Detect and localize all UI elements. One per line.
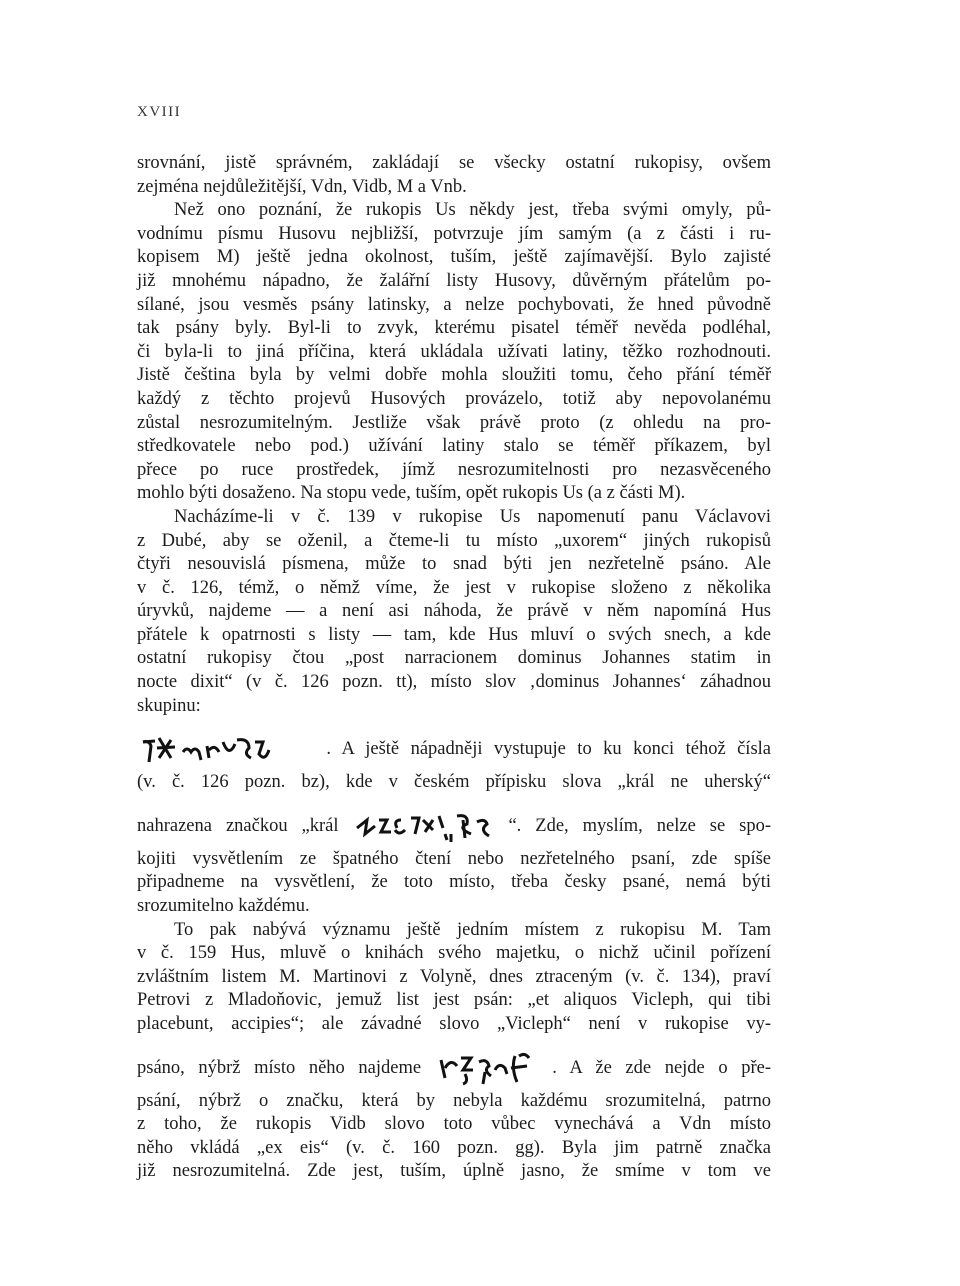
line-gap — [137, 718, 771, 728]
text-line — [137, 966, 771, 990]
text-run: kopisem M) ještě jedna okolnost, tuším, ještě zajímavější. Bylo zajisté — [137, 247, 771, 268]
text-line — [137, 459, 771, 483]
text-line — [137, 624, 771, 648]
cipher-glyph-group — [353, 808, 495, 846]
text-run: přátele k opatrnosti s listy — tam, kde Hus mluví o svých snech, a kde — [137, 624, 771, 645]
text-line — [137, 388, 771, 412]
text-run: zůstal nesrozumitelným. Jestliže však právě proto (z ohledu na pro- — [137, 412, 771, 433]
text-run: Jistě čeština byla by velmi dobře mohla sloužiti tomu, čeho přání téměř — [137, 365, 771, 386]
body-text — [137, 152, 771, 1184]
text-line — [137, 1137, 771, 1161]
text-line — [137, 482, 771, 506]
text-line — [137, 805, 771, 848]
text-run: již nesrozumitelná. Zde jest, tuším, úplně jasno, že smíme v tom ve — [137, 1161, 771, 1182]
text-run: něho vkládá „ex eis“ (v. č. 160 pozn. gg). Byla jim patrně značka — [137, 1137, 771, 1158]
text-run: psáno, nýbrž místo něho najdeme — [137, 1057, 435, 1078]
text-run: psání, nýbrž o značku, která by nebyla každému srozumitelná, patrno — [137, 1090, 771, 1111]
text-line — [137, 1160, 771, 1184]
text-run: či byla-li to jiná příčina, která ukládala užívati latiny, těžko rozhodnouti. — [137, 341, 771, 362]
text-line — [137, 695, 771, 719]
text-run: “. Zde, myslím, nelze se spo- — [494, 815, 771, 836]
text-line — [137, 530, 771, 554]
text-run: (v. č. 126 pozn. bz), kde v českém přípisku slova „král ne uherský“ — [137, 772, 771, 793]
line-gap — [137, 1037, 771, 1047]
text-run: zejména nejdůležitější, Vdn, Vidb, M a Vnb. — [137, 176, 467, 197]
cipher-glyph-group — [435, 1048, 539, 1088]
text-line — [137, 577, 771, 601]
text-line — [137, 412, 771, 436]
text-run: Petrovi z Mladoňovic, jemuž list jest psán: „et aliquos Vicleph, qui tibi — [137, 990, 771, 1011]
text-line — [137, 294, 771, 318]
text-run: již mnohému nápadno, že žalářní listy Husovy, důvěrným přátelům po- — [137, 270, 771, 291]
text-run: To pak nabývá významu ještě jedním místem z rukopisu M. Tam — [174, 919, 771, 940]
text-line — [137, 506, 771, 530]
text-line — [137, 553, 771, 577]
line-gap — [137, 795, 771, 805]
text-line — [137, 223, 771, 247]
cipher-glyph-group — [137, 732, 315, 768]
text-line — [137, 895, 771, 919]
text-run: kojiti vysvětlením ze špatného čtení nebo nezřetelného psaní, zde spíše — [137, 848, 771, 869]
text-line — [137, 1047, 771, 1090]
text-line — [137, 364, 771, 388]
text-line — [137, 435, 771, 459]
text-run: mohlo býti dosaženo. Na stopu vede, tuším, opět rukopis Us (a z části M). — [137, 483, 686, 504]
text-line — [137, 848, 771, 872]
text-line — [137, 942, 771, 966]
text-line — [137, 176, 771, 200]
text-line — [137, 671, 771, 695]
text-run: zvláštním listem M. Martinovi z Volyně, dnes ztraceným (v. č. 134), praví — [137, 966, 771, 987]
text-run: placebunt, accipies“; ale závadné slovo „Vicleph“ není v rukopise vy- — [137, 1014, 771, 1034]
text-run: srovnání, jistě správném, zakládají se všecky ostatní rukopisy, ovšem — [137, 153, 771, 173]
text-run: ostatní rukopisy čtou „post narracionem dominus Johannes statim in — [137, 648, 771, 669]
text-run: z Dubé, aby se oženil, a čteme-li tu místo „uxorem“ jiných rukopisů — [137, 530, 771, 551]
text-line — [137, 270, 771, 294]
text-run: skupinu: — [137, 695, 201, 716]
text-run: úryvků, najdeme — a není asi náhoda, že právě v něm napomíná Hus — [137, 601, 771, 622]
text-line — [137, 317, 771, 341]
text-line — [137, 600, 771, 624]
text-line — [137, 771, 771, 795]
text-line — [137, 1113, 771, 1137]
text-run: Než ono poznání, že rukopis Us někdy jest, třeba svými omyly, pů- — [174, 200, 771, 221]
text-run: čtyři nesouvislá písmena, může to snad býti jen nezřetelně psáno. Ale — [137, 554, 771, 575]
text-run: v č. 126, témž, o němž víme, že jest v rukopise složeno z několika — [137, 577, 771, 598]
text-line — [137, 647, 771, 671]
text-run: z toho, že rukopis Vidb slovo toto vůbec vynechává a Vdn místo — [137, 1114, 771, 1135]
page-folio: XVIII — [137, 104, 182, 120]
text-line — [137, 989, 771, 1013]
text-run: připadneme na vysvětlení, že toto místo, třeba česky psané, nemá býti — [137, 872, 771, 893]
text-run: středkovatele nebo pod.) užívání latiny stalo se téměř příkazem, byl — [137, 436, 771, 457]
text-run: každý z těchto projevů Husových provázelo, totiž aby nepovolanému — [137, 388, 771, 409]
text-run: nahrazena značkou „král — [137, 815, 353, 836]
text-run: Nacházíme-li v č. 139 v rukopise Us napomenutí panu Václavovi — [174, 506, 771, 527]
text-run: sílané, jsou vesměs psány latinsky, a nelze pochybovati, že hned původně — [137, 294, 771, 315]
text-line — [137, 728, 771, 771]
text-run: . A ještě nápadněji vystupuje to ku konci téhož čísla — [315, 739, 771, 760]
text-run: . A že zde nejde o pře- — [538, 1057, 771, 1078]
text-line — [137, 246, 771, 270]
text-run: přece po ruce prostředek, jímž nesrozumitelnosti pro nezasvěceného — [137, 459, 771, 480]
text-line — [137, 1090, 771, 1114]
text-line — [137, 199, 771, 223]
text-run: v č. 159 Hus, mluvě o knihách svého majetku, o nichž učinil pořízení — [137, 943, 771, 964]
text-run: srozumitelno každému. — [137, 896, 310, 917]
text-line — [137, 919, 771, 943]
text-run: nocte dixit“ (v č. 126 pozn. tt), místo slov ‚dominus Johannes‘ záhadnou — [137, 672, 771, 693]
text-run: vodnímu písmu Husovu nejbližší, potvrzuje jím samým (a z části i ru- — [137, 223, 771, 244]
text-run: tak psány byly. Byl-li to zvyk, kterému pisatel téměř nevěda podléhal, — [137, 318, 771, 339]
text-line — [137, 152, 771, 176]
text-line — [137, 341, 771, 365]
text-line — [137, 871, 771, 895]
text-line — [137, 1013, 771, 1037]
